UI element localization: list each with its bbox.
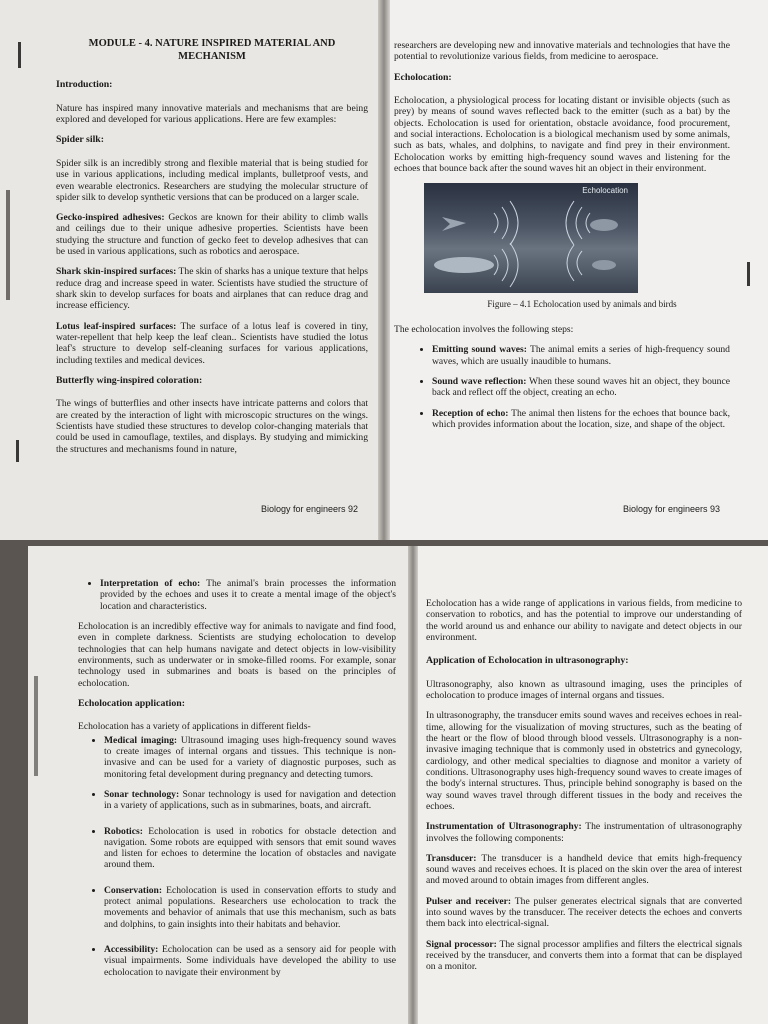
step-item (432, 408, 730, 431)
step-text: When these sound waves hit an object, they bounce back and reflect off the object, creating an echo. (432, 375, 731, 399)
gecko-paragraph (56, 212, 368, 257)
page-92 (0, 0, 384, 540)
application-item (104, 826, 396, 871)
pulser-label: Pulser and receiver: (426, 895, 512, 907)
margin-mark (16, 440, 19, 462)
summary-text: Echolocation is an incredibly effective way for animals to navigate and find food, even in complete darkness. Scientists are studying echolocation to develop technologies that can help humans navigate and detect objects in low-visibility environments, such as underwater or in smoke-filled rooms. For example, sonar technology used in submarines and boats is based on the principles of echolocation. (78, 620, 396, 689)
step-item (432, 344, 730, 367)
step-label: Sound wave reflection: (432, 375, 527, 387)
binding-stamp (6, 190, 10, 300)
step-label: Emitting sound waves: (432, 344, 527, 356)
spider-text: Spider silk is an incredibly strong and flexible material that is being studied for use in various applications, including medical implants, bulletproof vests, and even wearable electronics. Researchers are studying the molecular structure of spider silk to develop synthetic versions that can be produced on a larger scale. (56, 157, 368, 203)
transducer-paragraph (426, 853, 742, 887)
page-94-content (78, 578, 396, 987)
interp-list (78, 578, 396, 612)
step-text: The animal emits a series of high-frequency sound waves, which are usually inaudible to humans. (432, 344, 730, 367)
lotus-label: Lotus leaf-inspired surfaces: (56, 320, 177, 332)
steps-intro: The echolocation involves the following steps: (394, 323, 574, 335)
p95-intro: Echolocation has a wide range of applications in various fields, from medicine to conservation to robotics, and has the potential to improve our understanding of the world around us and enhance our ability to navigate and detect objects in our environment. (426, 598, 742, 643)
step-item (432, 376, 730, 399)
application-label: Sonar technology: (104, 788, 180, 800)
echolocation-figure (424, 183, 638, 293)
pulser-paragraph (426, 896, 742, 930)
application-label: Conservation: (104, 884, 163, 896)
instr-text: The instrumentation of ultrasonography involves the following components: (426, 821, 742, 844)
signal-label: Signal processor: (426, 938, 497, 950)
echolocation-heading: Echolocation: (394, 71, 452, 83)
page-93-content (394, 40, 730, 439)
continuation-text: researchers are developing new and innovative materials and technologies that have the potential to revolutionize various fields, from medicine to aerospace. (394, 40, 730, 63)
echolocation-illustration (424, 183, 638, 293)
page-95-content (426, 598, 742, 982)
application-text: Echolocation is used in robotics for obstacle detection and navigation. Some robots are equipped with sensors that emit sound waves and listen for echoes to determine the location of obstacles and navigate around them. (104, 825, 396, 871)
butterfly-heading: Butterfly wing-inspired coloration: (56, 374, 203, 386)
pulser-text: The pulser generates electrical signals that are converted into sound waves by the transducer. The receiver detects the echoes and converts them back into electrical-signal. (426, 895, 742, 930)
application-label: Medical imaging: (104, 734, 178, 746)
gecko-text: Geckos are known for their ability to climb walls and ceilings due to their unique adhesive properties. Scientists have been studying the structure and function of gecko feet to develop adhesives that can be used in various applications, such as robotics and aerospace. (56, 212, 368, 258)
shark-text: The skin of sharks has a unique texture that helps reduce drag and increase speed in water. Scientists have studied the structure of shark skin to develop surfaces for boats and airplanes that can reduce drag and increase efficiency. (56, 266, 368, 312)
lotus-text: The surface of a lotus leaf is covered in tiny, water-repellent that help keep the leaf clean.. Scientists have studied the lotus leaf's structure to develop self-cleaning surfaces for various applications, including textiles and medical devices. (56, 320, 368, 366)
figure-label: Echolocation (582, 186, 628, 196)
gecko-label: Gecko-inspired adhesives: (56, 212, 165, 224)
application-item (104, 735, 396, 780)
instr-label: Instrumentation of Ultrasonography: (426, 821, 582, 833)
app-intro: Echolocation has a variety of applications in different fields- (78, 721, 311, 733)
ultra-heading: Application of Echolocation in ultrasonography: (426, 655, 629, 667)
page-footer: Biology for engineers 93 (622, 504, 720, 514)
application-text: Ultrasound imaging uses high-frequency sound waves to create images of internal organs and tissues. This technique is non-invasive and can be used for a variety of diagnostic purposes, such as monitoring fetal development during pregnancy and detecting tumors. (104, 734, 396, 780)
intro-heading: Introduction: (56, 79, 113, 91)
interp-item (100, 578, 396, 612)
application-text: Sonar technology is used for navigation and detection in a variety of applications, such as in submarines, boats, and aircraft. (104, 788, 396, 812)
intro-text: Nature has inspired many innovative materials and mechanisms that are being explored and developed for various applications. Here are few examples: (56, 102, 368, 126)
instr-paragraph (426, 821, 742, 844)
page-94 (28, 546, 414, 1024)
application-text: Echolocation can be used as a sensory aid for people with visual impairments. Some individuals have developed the ability to use echolocation to navigate their environment by (104, 944, 396, 978)
book-gutter (378, 0, 390, 540)
margin-mark (18, 42, 21, 68)
ultra-p2: In ultrasonography, the transducer emits sound waves and receives echoes in real-time, allowing for the visualization of moving structures, such as the beating of the heart or the flow of blood through blood vessels. Ultrasonography is a non-invasive imaging technique that is commonly used in obstetrics and gynecology, cardiology, and other medical specialties to diagnose and monitor a variety of conditions. Ultrasonography uses high-frequency sound waves to create images of the body's internal structures. Thus, principle behind sonography is based on the way sound waves travel through different tissues in the body and receives the echoes. (426, 710, 742, 812)
step-label: Reception of echo: (432, 407, 509, 419)
application-item (104, 885, 396, 930)
app-heading: Echolocation application: (78, 697, 185, 709)
book-gutter (408, 546, 418, 1024)
spider-heading: Spider silk: (56, 134, 105, 146)
page-93 (384, 0, 768, 540)
ultra-p1: Ultrasonography, also known as ultrasound imaging, uses the principles of echolocation to produce images of internal organs and tissues. (426, 678, 742, 702)
figure-caption: Figure – 4.1 Echolocation used by animals and birds (487, 299, 677, 310)
transducer-text: The transducer is a handheld device that emits high-frequency sound waves and receives echoes. It is placed on the skin over the area of interest and moved around to obtain images from different angles. (426, 852, 742, 887)
shark-label: Shark skin-inspired surfaces: (56, 266, 177, 278)
applications-list (78, 735, 396, 978)
interp-label: Interpretation of echo: (100, 578, 201, 589)
transducer-label: Transducer: (426, 852, 477, 864)
interp-text: The animal's brain processes the information provided by the echoes and uses it to create a mental image of the object's location and characteristics. (100, 578, 396, 612)
application-item (104, 789, 396, 812)
signal-text: The signal processor amplifies and filters the electrical signals received by the transducer, and converts them into a format that can be displayed on a monitor. (426, 938, 742, 973)
page-footer: Biology for engineers 92 (260, 504, 358, 514)
binding-stamp (34, 676, 38, 776)
steps-list (394, 344, 730, 430)
echolocation-text: Echolocation, a physiological process for locating distant or invisible objects (such as prey) by means of sound waves reflected back to the emitter (such as a bat) by the objects. Echolocation is used for orientation, obstacle avoidance, food procurement, and social interactions. Echolocation is a biological mechanism used by some animals, such as bats, whales, and dolphins, to navigate and find prey in their environment. Echolocation works by emitting high-frequency sound waves and listening for the echoes that bounce back after the sound waves hit an object in their environment. (394, 95, 730, 175)
page-95 (414, 546, 768, 1024)
application-text: Echolocation is used in conservation efforts to study and protect animal populations. Researchers use echolocation to track the movements and behavior of animals that use this mechanism, such as bats and dolphins, to gain insights into their habitats and behavior. (104, 884, 396, 930)
step-text: The animal then listens for the echoes that bounce back, which provides information about the location, size, and shape of the object. (432, 407, 730, 430)
application-item (104, 944, 396, 978)
module-title: MODULE - 4. NATURE INSPIRED MATERIAL AND MECHANISM (88, 38, 336, 62)
butterfly-text: The wings of butterflies and other insects have intricate patterns and colors that are created by the interaction of light with microscopic structures on the wings. Scientists have studied these structures to develop color-changing materials that could be used in camouflage, textiles, and displays. By studying and mimicking the structures and mechanisms found in nature, (56, 398, 368, 455)
margin-mark (747, 262, 750, 286)
shark-paragraph (56, 266, 368, 311)
signal-paragraph (426, 939, 742, 973)
application-label: Accessibility: (104, 944, 159, 956)
lotus-paragraph (56, 321, 368, 366)
page-92-content (56, 38, 368, 464)
application-label: Robotics: (104, 825, 143, 837)
